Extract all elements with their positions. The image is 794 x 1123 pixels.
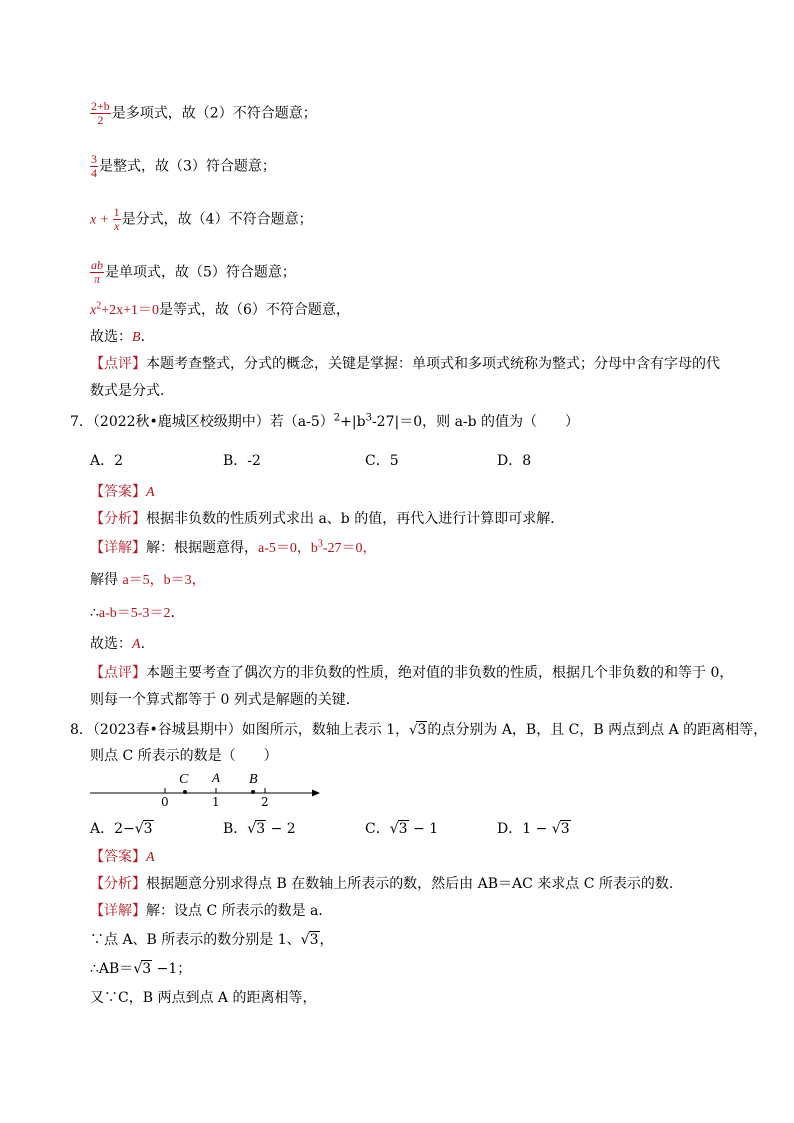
q7-answer: 【答案】A [90, 484, 155, 500]
q8-option-d: D．1 − √3 [497, 821, 570, 837]
number-line-arrow [312, 790, 320, 797]
number-line-figure [88, 770, 328, 810]
q8-detail: 【详解】解：设点 C 所表示的数是 a． [90, 903, 333, 919]
q8-line-2: ∴AB＝√3 −1； [90, 961, 192, 977]
q8-line-1: ∵点 A、B 所表示的数分别是 1、√3， [90, 932, 334, 948]
label-0: 0 [161, 795, 169, 809]
question-7-stem: 7．（2022秋•鹿城区校级期中）若$(a-5)^2+|b^3-27|=0$，则 a-b 的值为（ ） [70, 412, 580, 430]
q7-solve: 解得 a＝5，b＝3， [90, 572, 206, 588]
fraction-3-over-4: $\frac{3}{4}$ [91, 152, 97, 180]
line-equation: $x^2+2x+1=0$是等式，故（6）不符合题意， [90, 300, 350, 318]
q8-option-b: B．√3 − 2 [223, 821, 296, 837]
q8-line-3: 又∵C，B 两点到点 A 的距离相等， [90, 990, 317, 1006]
question-8-stem-2: 则点 C 所表示的数是（ ） [90, 748, 278, 764]
line-x-plus-1-over-x: x + $\frac{1}{x}$ 是分式，故（4）不符合题意； [90, 205, 313, 233]
q8-option-a: A．2−√3 [90, 821, 153, 837]
line-fraction-3-over-4: $\frac{3}{4}$ 是整式，故（3）符合题意； [91, 152, 276, 180]
fraction-1-over-x: $\frac{1}{x}$ [113, 205, 120, 233]
fraction-ab-over-pi: $\frac{ab}{\pi}$ [91, 258, 103, 286]
q7-option-d: D．8 [497, 453, 532, 469]
line-comment-6a: 【点评】本题考查整式，分式的概念，关键是掌握：单项式和多项式统称为整式；分母中含有字母的代 [90, 356, 720, 372]
line-choose-b: 故选：B． [90, 329, 155, 345]
label-a: A [212, 770, 220, 785]
label-c: C [179, 772, 189, 787]
q7-option-b: B．-2 [223, 453, 261, 469]
line-ab-over-pi: $\frac{ab}{\pi}$ 是单项式，故（5）符合题意； [91, 258, 296, 286]
label-b: B [249, 772, 258, 787]
line-comment-6b: 数式是分式． [90, 383, 174, 399]
q7-detail: 【详解】解：根据题意得，a-5＝0，$b^3-27=0$， [90, 538, 377, 556]
label-1: 1 [212, 795, 220, 809]
fraction-2plusb-over-2: $\frac{2+b}{2}$ [91, 99, 110, 127]
q8-answer: 【答案】A [90, 849, 155, 865]
line-fraction-2plusb: $\frac{2+b}{2}$ 是多项式，故（2）不符合题意； [91, 99, 317, 127]
q7-choose: 故选：A． [90, 636, 155, 652]
q8-option-c: C．√3 − 1 [365, 821, 439, 837]
q7-comment-2: 则每一个算式都等于 0 列式是解题的关键． [90, 692, 360, 708]
point-c [183, 790, 187, 794]
label-2: 2 [261, 795, 269, 809]
q7-analysis: 【分析】根据非负数的性质列式求出 a、b 的值，再代入进行计算即可求解． [90, 511, 565, 527]
q7-therefore: ∴a-b＝5-3＝2． [90, 605, 185, 621]
point-b [251, 790, 255, 794]
q7-option-c: C．5 [365, 453, 399, 469]
q7-option-a: A．2 [90, 453, 124, 469]
q7-comment-1: 【点评】本题主要考查了偶次方的非负数的性质，绝对值的非负数的性质，根据几个非负数的和等于 0， [90, 665, 734, 681]
question-8-stem-1: 8．（2023春•谷城县期中）如图所示，数轴上表示 1，√3的点分别为 A，B，且 C，B 两点到点 A 的距离相等， [70, 722, 768, 738]
q8-analysis: 【分析】根据题意分别求得点 B 在数轴上所表示的数，然后由 AB＝AC 来求点 C 所表示的数． [90, 876, 683, 892]
